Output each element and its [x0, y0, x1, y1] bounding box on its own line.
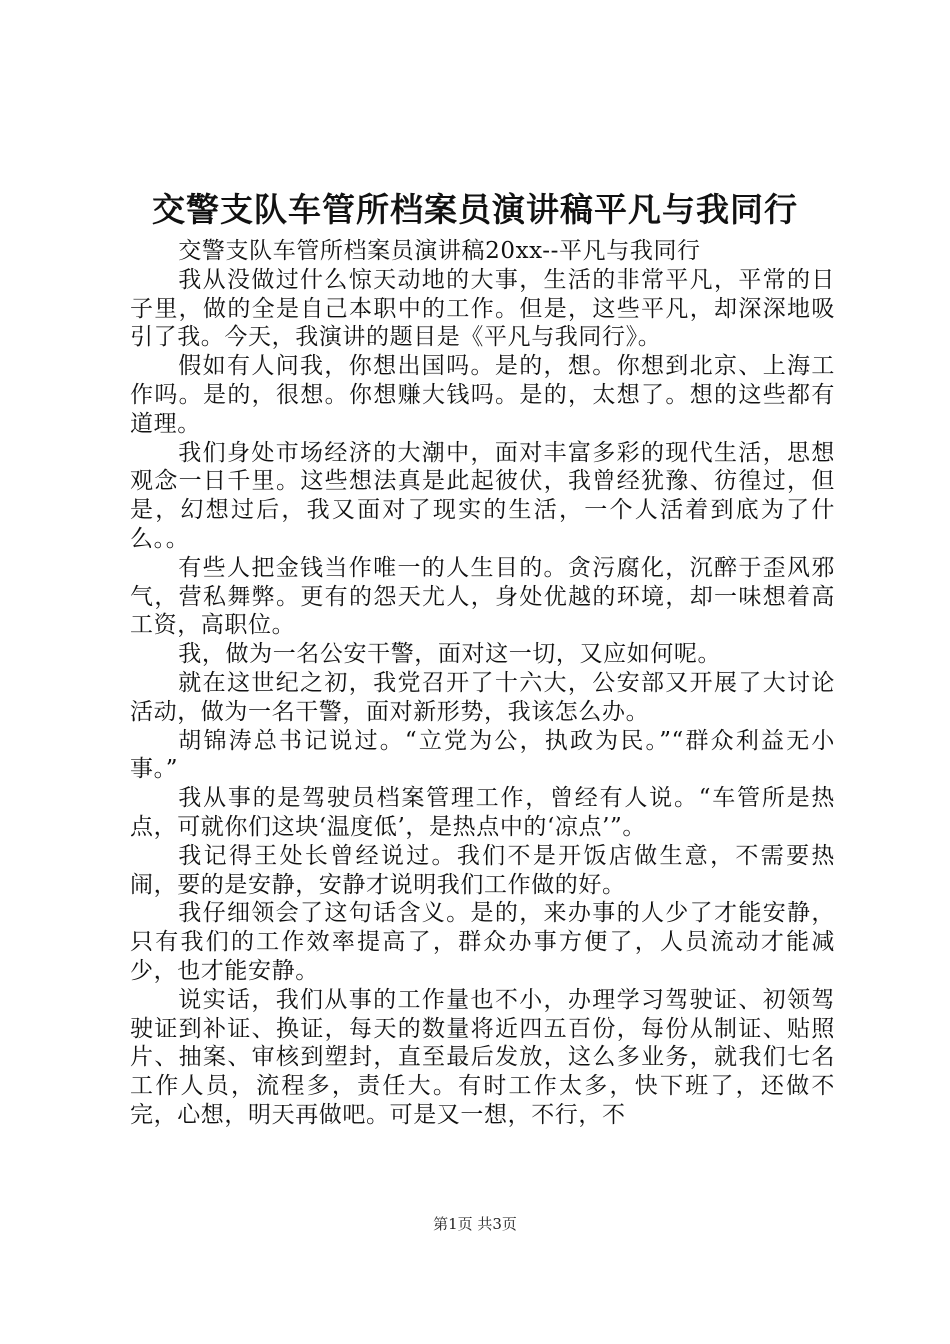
paragraph: 我从事的是驾驶员档案管理工作，曾经有人说。“车管所是热点，可就你们这块‘温度低’，是热点中的‘凉点’”。: [130, 785, 835, 840]
paragraph: 我们身处市场经济的大潮中，面对丰富多彩的现代生活，思想观念一日千里。这些想法真是此起彼伏，我曾经犹豫、彷徨过，但是，幻想过后，我又面对了现实的生活，一个人活着到底为了什么。。: [130, 439, 835, 552]
document-body: [130, 237, 835, 1130]
document-title: 交警支队车管所档案员演讲稿平凡与我同行: [152, 190, 798, 229]
page-footer: 第1页 共3页: [433, 1215, 517, 1233]
paragraph: 我仔细领会了这句话含义。是的，来办事的人少了才能安静，只有我们的工作效率提高了，群众办事方便了，人员流动才能减少，也才能安静。: [130, 900, 835, 984]
paragraph: 说实话，我们从事的工作量也不小，办理学习驾驶证、初领驾驶证到补证、换证，每天的数量将近四五百份，每份从制证、贴照片、抽案、审核到塑封，直至最后发放，这么多业务，就我们七名工作人员，流程多，责任大。有时工作太多，快下班了，还做不完，心想，明天再做吧。可是又一想，不行，不: [130, 986, 835, 1128]
paragraph-subtitle: 交警支队车管所档案员演讲稿20xx--平凡与我同行: [178, 238, 701, 264]
paragraph: 就在这世纪之初，我党召开了十六大，公安部又开展了大讨论活动，做为一名干警，面对新形势，我该怎么办。: [130, 669, 835, 725]
paragraph: 假如有人问我，你想出国吗。是的，想。你想到北京、上海工作吗。是的，很想。你想赚大钱吗。是的，太想了。想的这些都有道理。: [130, 353, 835, 437]
paragraph: 有些人把金钱当作唯一的人生目的。贪污腐化，沉醉于歪风邪气，营私舞弊。更有的怨天尤人，身处优越的环境，却一味想着高工资，高职位。: [130, 554, 835, 639]
paragraph: 我记得王处长曾经说过。我们不是开饭店做生意，不需要热闹，要的是安静，安静才说明我们工作做的好。: [130, 842, 835, 898]
paragraph: 胡锦涛总书记说过。“立党为公，执政为民。”“群众利益无小事。”: [130, 727, 835, 783]
paragraph: 我，做为一名公安干警，面对这一切，又应如何呢。: [178, 641, 722, 668]
paragraph: 我从没做过什么惊天动地的大事，生活的非常平凡，平常的日子里，做的全是自己本职中的工作。但是，这些平凡，却深深地吸引了我。今天，我演讲的题目是《平凡与我同行》。: [130, 266, 835, 351]
